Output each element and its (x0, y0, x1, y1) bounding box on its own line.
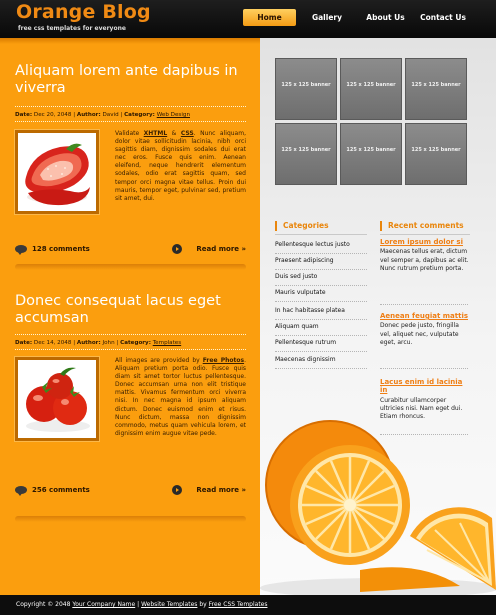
oranges-illustration (260, 410, 496, 595)
recent-comments-rule (380, 234, 470, 235)
post-title[interactable]: Aliquam lorem ante dapibus in viverra (15, 63, 238, 96)
read-more-arrow-icon[interactable] (172, 485, 182, 495)
recent-comment (380, 312, 470, 347)
tomatoes-illustration (18, 360, 96, 438)
comments-link[interactable]: 128 comments (32, 245, 90, 253)
post-category-link[interactable]: Web Design (156, 112, 190, 118)
post-footer (15, 243, 246, 255)
post-author: David (102, 112, 119, 118)
post-meta: Date: Dec 20, 2048 | Author: David | Category: Web Design (15, 106, 246, 122)
free-css-templates-link[interactable]: Free CSS Templates (208, 601, 268, 608)
excerpt-intro: Validate (115, 130, 140, 137)
category-link[interactable]: Aliquam quam (275, 320, 367, 336)
recent-comment-divider (380, 304, 468, 305)
excerpt-amp: & (171, 130, 177, 137)
recent-comments-heading: Recent comments (380, 221, 464, 231)
category-label: Category: (124, 112, 155, 118)
ad-banner[interactable]: 125 x 125 banner (340, 123, 402, 185)
comment-bubble-icon (15, 245, 27, 253)
recent-comment-text: Donec pede justo, fringilla vel, aliquet nec, vulputate eget, arcu. (380, 322, 459, 346)
main-content (0, 38, 260, 595)
post-separator (15, 516, 246, 522)
site-header (0, 0, 496, 38)
date-label: Date: (15, 340, 33, 346)
nav-gallery[interactable]: Gallery (311, 13, 343, 22)
blog-post (15, 63, 246, 268)
ad-banner[interactable]: 125 x 125 banner (405, 123, 467, 185)
post-image-strawberry (15, 130, 99, 214)
site-footer (0, 595, 496, 615)
website-templates-link[interactable]: Website Templates (141, 601, 198, 608)
category-link[interactable]: Pellentesque rutrum (275, 336, 367, 352)
nav-about-us[interactable]: About Us (366, 13, 405, 22)
css-link[interactable]: CSS (180, 130, 194, 137)
strawberry-illustration (18, 133, 96, 211)
sidebar (260, 38, 496, 595)
category-link[interactable]: Maecenas dignissim (275, 353, 367, 369)
post-excerpt (115, 357, 246, 438)
post-category-link[interactable]: Templates (152, 340, 182, 346)
blog-post (15, 293, 246, 518)
recent-comment (380, 238, 470, 273)
xhtml-link[interactable]: XHTML (143, 130, 168, 137)
footer-by: by (199, 601, 207, 608)
post-image-tomatoes (15, 357, 99, 441)
post-title[interactable]: Donec consequat lacus eget accumsan (15, 293, 221, 326)
company-link[interactable]: Your Company Name (72, 601, 136, 608)
categories-heading: Categories (275, 221, 329, 231)
nav-home[interactable]: Home (243, 9, 296, 26)
footer-separator: | (137, 601, 140, 608)
nav-contact-us[interactable]: Contact Us (420, 13, 466, 22)
top-shade (0, 38, 260, 44)
comments-link[interactable]: 256 comments (32, 486, 90, 494)
post-date: Dec 14, 2048 (33, 340, 72, 346)
recent-comment-divider (380, 368, 468, 369)
read-more-link[interactable]: Read more » (196, 486, 246, 494)
recent-comment-title[interactable]: Lacus enim id lacinia in (380, 378, 463, 395)
post-author: John (102, 340, 115, 346)
post-meta: Date: Dec 14, 2048 | Author: John | Category: Templates (15, 334, 246, 350)
post-excerpt (115, 130, 246, 203)
read-more-link[interactable]: Read more » (196, 245, 246, 253)
category-link[interactable]: Mauris vulputate (275, 286, 367, 302)
site-logo[interactable]: Orange Blog (16, 1, 151, 23)
ad-banner[interactable]: 125 x 125 banner (340, 58, 402, 120)
recent-comment-title[interactable]: Aenean feugiat mattis (380, 312, 469, 320)
recent-comment-text: Curabitur ullamcorper ultricies nisi. Nam eget dui. Etiam rhoncus. (380, 396, 463, 420)
excerpt-body: . Aliquam pretium porta odio. Fusce quis diam sit amet tortor luctus pellentesque. Donec accumsan urna non elit tristique mattis. Vivamus fermentum orci viverra nisi. In nec magna id ipsum aliquam dictum. Donec euismod enim et risus. Nunc dictum, massa non dignissim commodo, metus quam vehicula lorem, et dignissim enim augue vitae pede. (115, 357, 246, 437)
free-photos-link[interactable]: Free Photos (202, 357, 245, 364)
ad-banner[interactable]: 125 x 125 banner (275, 58, 337, 120)
post-footer (15, 484, 246, 496)
author-label: Author: (76, 340, 101, 346)
site-tagline: free css templates for everyone (18, 25, 126, 32)
excerpt-intro: All images are provided by (115, 357, 200, 364)
author-label: Author: (76, 112, 101, 118)
excerpt-body: . Nunc aliquam, dolor vitae sollicitudin lacinia, nibh orci sagittis diam, dignissim sodales dui erat nec eros. Fusce quis enim. Aenean eleifend, neque hendrerit elementum sodales, odio erat sagittis quam, sed tempor orci magna vitae tellus. Proin dui mauris, tempor eget, pulvinar sed, pretium sit amet, dui. (115, 130, 246, 202)
date-label: Date: (15, 112, 33, 118)
category-label: Category: (120, 340, 151, 346)
copyright-text: Copyright © 2048 (16, 601, 71, 608)
category-link[interactable]: In hac habitasse platea (275, 304, 367, 320)
category-link[interactable]: Pellentesque lectus justo (275, 238, 367, 254)
ad-banner[interactable]: 125 x 125 banner (275, 123, 337, 185)
categories-rule (275, 234, 367, 235)
ad-banner[interactable]: 125 x 125 banner (405, 58, 467, 120)
read-more-arrow-icon[interactable] (172, 244, 182, 254)
category-link[interactable]: Praesent adipiscing (275, 254, 367, 270)
post-date: Dec 20, 2048 (33, 112, 72, 118)
recent-comment-title[interactable]: Lorem ipsum dolor si (380, 238, 463, 246)
post-separator (15, 264, 246, 270)
comment-bubble-icon (15, 486, 27, 494)
category-link[interactable]: Duis sed justo (275, 270, 367, 286)
recent-comment-text: Maecenas tellus erat, dictum vel semper a, dapibus ac elit. Nunc rutrum pretium porta. (380, 248, 469, 272)
